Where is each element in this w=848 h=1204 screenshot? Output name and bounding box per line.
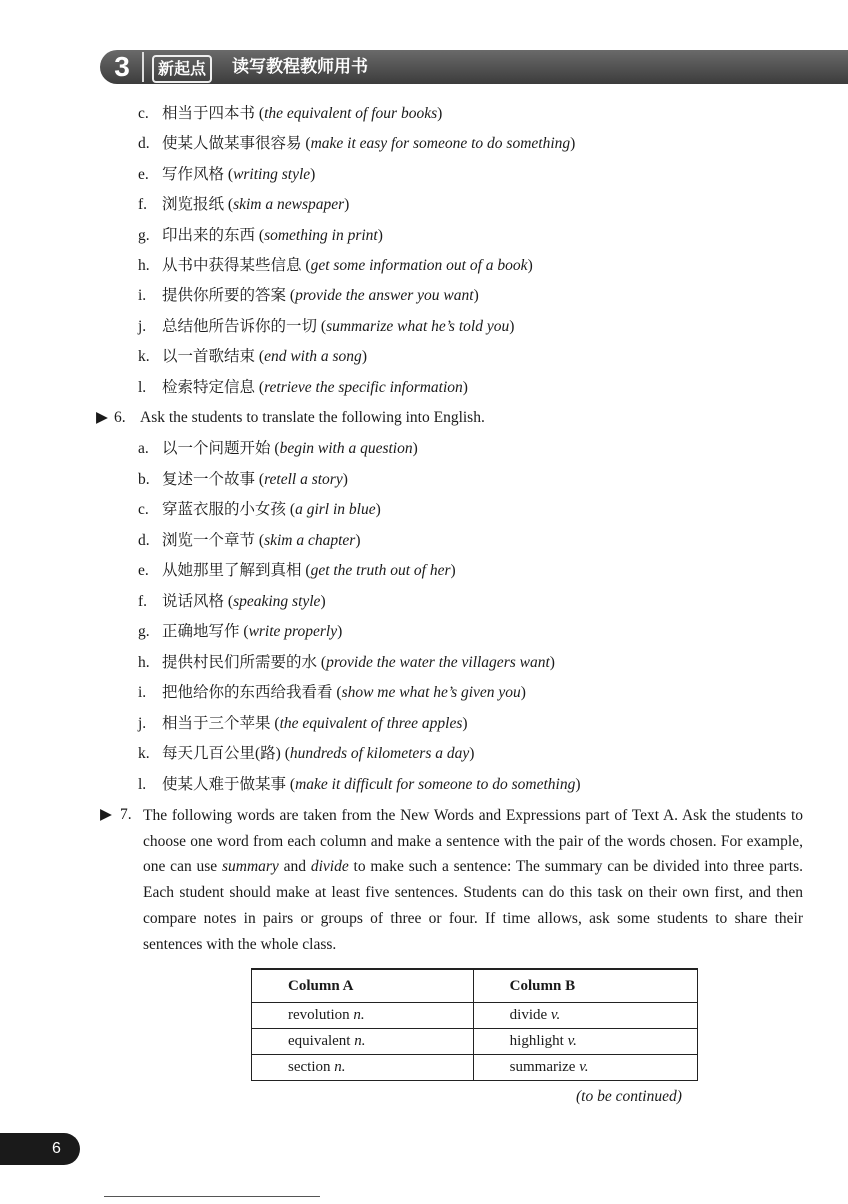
paragraph-text: The following words are taken from the New Words and Expressions part of Text A. Ask the students to choose one word from each column and make a sentence with the pair of the words chosen. For example, one can use (143, 807, 803, 876)
chinese-phrase: 正确地写作 (162, 623, 240, 640)
list-item: i. 把他给你的东西给我看看 (show me what he’s given you) (138, 684, 526, 701)
chinese-phrase: 印出来的东西 (162, 226, 256, 244)
list-item: e. 从她那里了解到真相 (get the truth out of her) (138, 562, 456, 579)
table-cell: divide v. (473, 1003, 697, 1029)
header-bar (100, 50, 848, 84)
chinese-phrase: 穿蓝衣服的小女孩 (162, 501, 287, 518)
list-item: f. 浏览报纸 (skim a newspaper) (138, 196, 350, 214)
english-phrase: the equivalent of four books (264, 105, 438, 122)
english-phrase: something in print (264, 226, 378, 244)
chinese-phrase: 使某人做某事很容易 (162, 135, 302, 153)
item-label: c. (138, 501, 149, 518)
chinese-phrase: 相当于三个苹果 (162, 714, 271, 732)
question-6 (96, 408, 485, 428)
english-phrase: provide the water the villagers want (326, 653, 550, 671)
english-phrase: end with a song (264, 348, 362, 366)
example-word: divide (310, 858, 349, 876)
item-label: g. (138, 226, 150, 244)
list-item: d. 浏览一个章节 (skim a chapter) (138, 531, 361, 549)
chinese-phrase: 每天几百公里(路) (162, 745, 281, 762)
english-phrase: hundreds of kilometers a day (289, 745, 470, 762)
item-label: j. (138, 317, 147, 335)
paragraph-text: to make such a sentence: The summary can be divided into three parts. Each student should make at least five sentences. Students can do this task on their own first, and then compare notes in pairs or groups of three or four. If time allows, ask some students to share their sentences with the whole class. (143, 858, 803, 953)
list-item: g. 印出来的东西 (something in print) (138, 226, 383, 244)
chinese-phrase: 写作风格 (162, 165, 225, 183)
list-item: a. 以一个问题开始 (begin with a question) (138, 440, 418, 457)
english-phrase: write properly (248, 623, 338, 640)
item-label: h. (138, 653, 150, 671)
list-item: f. 说话风格 (speaking style) (138, 592, 326, 610)
item-label: i. (138, 684, 147, 701)
english-phrase: summarize what he’s told you (326, 317, 510, 335)
english-phrase: speaking style (233, 592, 321, 610)
chinese-phrase: 从她那里了解到真相 (162, 562, 302, 579)
column-a-header: Column A (252, 969, 474, 1003)
item-label: a. (138, 440, 149, 457)
english-phrase: skim a newspaper (233, 196, 345, 214)
word-columns-table (251, 968, 698, 1081)
item-label: b. (138, 470, 150, 488)
table-cell: highlight v. (473, 1029, 697, 1055)
list-item: e. 写作风格 (writing style) (138, 165, 316, 183)
example-word: summary (221, 858, 279, 876)
item-label: g. (138, 623, 150, 640)
footer-rule (104, 1196, 320, 1197)
chinese-phrase: 总结他所告诉你的一切 (162, 317, 318, 335)
item-label: i. (138, 287, 147, 305)
triangle-bullet-icon: ▶ (100, 806, 112, 823)
triangle-bullet-icon: ▶ (96, 409, 108, 426)
chinese-phrase: 浏览一个章节 (162, 531, 256, 549)
list-item: h. 提供村民们所需要的水 (provide the water the villagers want) (138, 653, 555, 671)
list-item: l. 检索特定信息 (retrieve the specific information) (138, 378, 468, 396)
question-number: 7. (120, 806, 132, 823)
book-title: 读写教程教师用书 (232, 57, 368, 77)
item-label: f. (138, 592, 148, 610)
chinese-phrase: 把他给你的东西给我看看 (162, 684, 333, 701)
chinese-phrase: 以一首歌结束 (162, 348, 256, 366)
table-cell: section n. (252, 1055, 474, 1081)
item-label: d. (138, 531, 150, 549)
chinese-phrase: 从书中获得某些信息 (162, 257, 302, 274)
chinese-phrase: 提供村民们所需要的水 (162, 653, 318, 671)
chinese-phrase: 使某人难于做某事 (162, 775, 287, 793)
item-label: e. (138, 165, 149, 183)
table-cell: summarize v. (473, 1055, 697, 1081)
table-row (252, 1055, 698, 1081)
english-phrase: make it difficult for someone to do something (295, 775, 576, 793)
item-label: l. (138, 378, 147, 396)
table-row (252, 1003, 698, 1029)
question-text: Ask the students to translate the following into English. (140, 409, 485, 426)
list-item: i. 提供你所要的答案 (provide the answer you want) (138, 287, 479, 305)
chinese-phrase: 相当于四本书 (162, 105, 256, 122)
item-label: d. (138, 135, 150, 153)
english-phrase: a girl in blue (295, 501, 376, 518)
list-item: c. 相当于四本书 (the equivalent of four books) (138, 105, 443, 122)
english-phrase: make it easy for someone to do something (310, 135, 571, 153)
question-7-paragraph (143, 803, 803, 957)
item-label: e. (138, 562, 149, 579)
header-divider (142, 52, 144, 82)
english-phrase: begin with a question (279, 440, 413, 457)
english-phrase: the equivalent of three apples (279, 714, 463, 732)
list-item: h. 从书中获得某些信息 (get some information out of a book) (138, 257, 533, 274)
list-item: k. 以一首歌结束 (end with a song) (138, 348, 367, 366)
list-item: b. 复述一个故事 (retell a story) (138, 470, 348, 488)
table-header-row (252, 969, 698, 1003)
list-item: j. 总结他所告诉你的一切 (summarize what he’s told you) (138, 317, 515, 335)
table-cell: equivalent n. (252, 1029, 474, 1055)
item-label: c. (138, 105, 149, 122)
chinese-phrase: 检索特定信息 (162, 378, 256, 396)
brand-logo: 新起点 (152, 55, 212, 83)
item-label: l. (138, 775, 147, 793)
question-number: 6. (114, 409, 126, 426)
page-number-tab (0, 1133, 80, 1165)
chinese-phrase: 浏览报纸 (162, 196, 225, 214)
list-item: k. 每天几百公里(路) (hundreds of kilometers a day) (138, 745, 475, 762)
english-phrase: skim a chapter (264, 531, 356, 549)
list-item: d. 使某人做某事很容易 (make it easy for someone to do something) (138, 135, 576, 153)
english-phrase: provide the answer you want (295, 287, 474, 305)
list-item: j. 相当于三个苹果 (the equivalent of three apples) (138, 714, 468, 732)
item-label: f. (138, 196, 148, 214)
table-row (252, 1029, 698, 1055)
item-label: k. (138, 348, 150, 366)
chapter-number: 3 (114, 51, 130, 82)
column-b-header: Column B (473, 969, 697, 1003)
english-phrase: show me what he’s given you (341, 684, 521, 701)
list-item: c. 穿蓝衣服的小女孩 (a girl in blue) (138, 501, 381, 518)
item-label: h. (138, 257, 150, 274)
page-number: 6 (52, 1140, 61, 1157)
item-label: j. (138, 714, 147, 732)
chinese-phrase: 复述一个故事 (162, 470, 256, 488)
english-phrase: retell a story (264, 470, 343, 488)
paragraph-text: and (278, 858, 311, 876)
english-phrase: retrieve the specific information (264, 378, 463, 396)
continued-note: (to be continued) (576, 1088, 682, 1105)
english-phrase: get some information out of a book (310, 257, 528, 274)
list-item: g. 正确地写作 (write properly) (138, 623, 343, 640)
list-item: l. 使某人难于做某事 (make it difficult for someone to do something) (138, 775, 581, 793)
chinese-phrase: 说话风格 (162, 592, 225, 610)
item-label: k. (138, 745, 150, 762)
table-cell: revolution n. (252, 1003, 474, 1029)
chinese-phrase: 提供你所要的答案 (162, 287, 287, 305)
english-phrase: get the truth out of her (310, 562, 451, 579)
english-phrase: writing style (233, 165, 311, 183)
chinese-phrase: 以一个问题开始 (162, 440, 271, 457)
